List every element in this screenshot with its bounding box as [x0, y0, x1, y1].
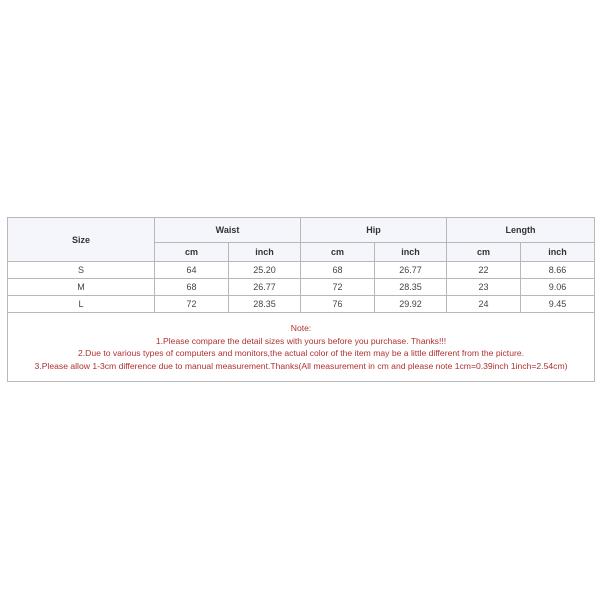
hip-header: Hip — [301, 218, 447, 243]
size-label: S — [8, 262, 155, 279]
length-inch-cell: 8.66 — [521, 262, 595, 279]
hip-cm-cell: 76 — [301, 296, 375, 313]
length-inch-header: inch — [521, 243, 595, 262]
length-inch-cell: 9.06 — [521, 279, 595, 296]
size-column-header: Size — [8, 218, 155, 262]
note-line-1: 1.Please compare the detail sizes with yours before you purchase. Thanks!!! — [155, 335, 447, 346]
length-inch-cell: 9.45 — [521, 296, 595, 313]
table-row — [8, 296, 595, 313]
waist-cm-cell: 68 — [155, 279, 229, 296]
waist-inch-header: inch — [229, 243, 301, 262]
table-row — [8, 279, 595, 296]
note-cell — [8, 313, 595, 382]
waist-inch-cell: 25.20 — [229, 262, 301, 279]
table-row — [8, 262, 595, 279]
length-cm-header: cm — [447, 243, 521, 262]
note-title: Note: — [290, 323, 312, 333]
hip-cm-cell: 72 — [301, 279, 375, 296]
note-line-3: 3.Please allow 1-3cm difference due to manual measurement.Thanks(All measurement in cm and please note 1cm=0.39inch 1inch=2.54cm) — [34, 360, 568, 371]
hip-cm-cell: 68 — [301, 262, 375, 279]
waist-header: Waist — [155, 218, 301, 243]
hip-inch-cell: 29.92 — [375, 296, 447, 313]
hip-inch-header: inch — [375, 243, 447, 262]
length-cm-cell: 22 — [447, 262, 521, 279]
waist-cm-cell: 64 — [155, 262, 229, 279]
note-line-2: 2.Due to various types of computers and monitors,the actual color of the item may be a little different from the picture. — [78, 348, 524, 358]
length-cm-cell: 24 — [447, 296, 521, 313]
hip-inch-cell: 26.77 — [375, 262, 447, 279]
waist-cm-cell: 72 — [155, 296, 229, 313]
group-header-row — [8, 218, 595, 243]
waist-inch-cell: 26.77 — [229, 279, 301, 296]
waist-cm-header: cm — [155, 243, 229, 262]
note-row — [8, 313, 595, 382]
hip-cm-header: cm — [301, 243, 375, 262]
size-label: L — [8, 296, 155, 313]
length-header: Length — [447, 218, 595, 243]
size-chart-table — [7, 217, 595, 382]
length-cm-cell: 23 — [447, 279, 521, 296]
waist-inch-cell: 28.35 — [229, 296, 301, 313]
hip-inch-cell: 28.35 — [375, 279, 447, 296]
size-label: M — [8, 279, 155, 296]
